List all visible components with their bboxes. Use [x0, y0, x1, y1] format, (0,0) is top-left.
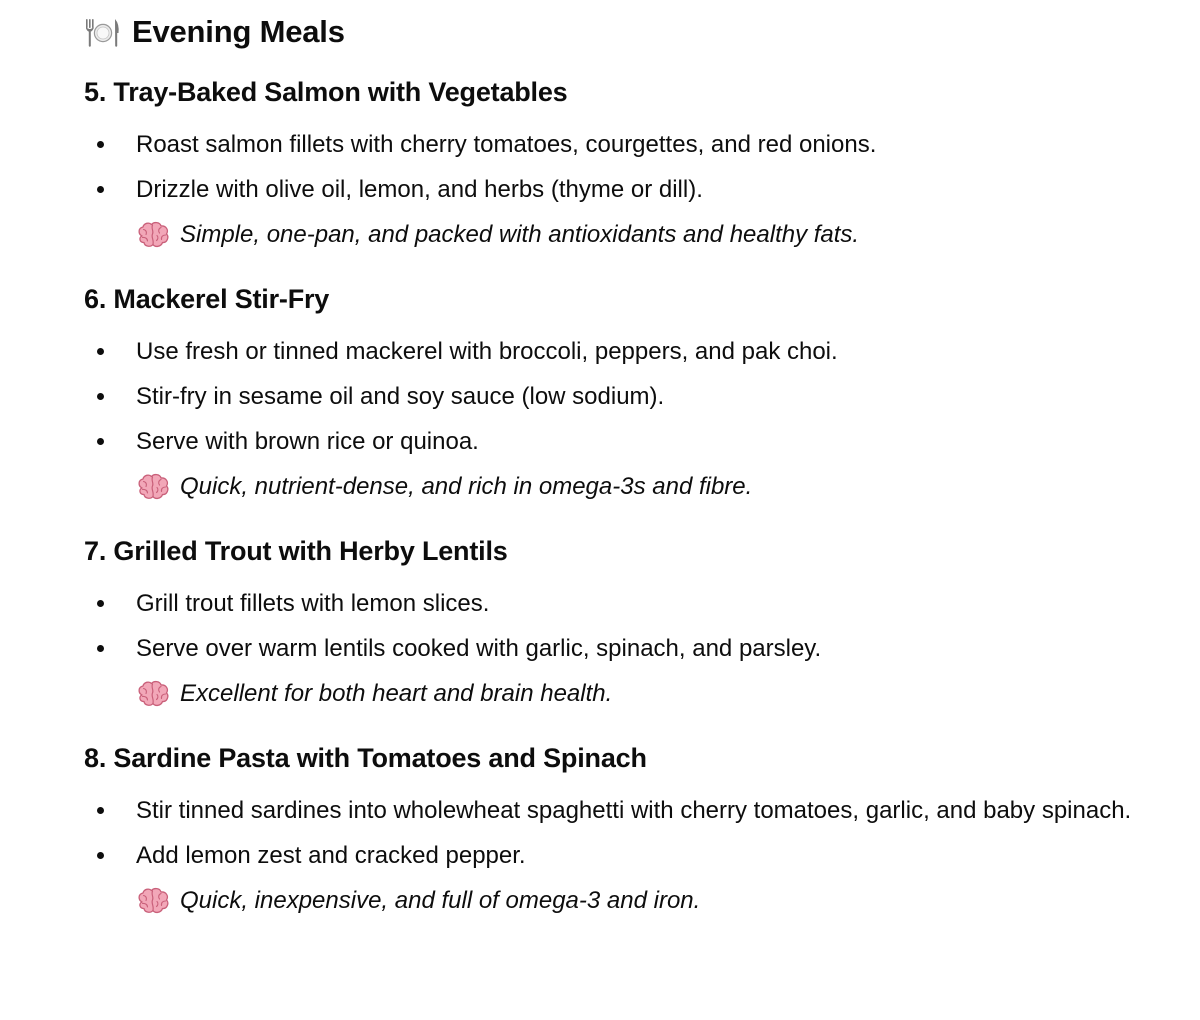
list-item-text: Serve over warm lentils cooked with garlic, spinach, and parsley.: [136, 635, 822, 662]
benefit-note: [84, 464, 1174, 509]
bullet-dot: [97, 348, 104, 355]
brain-icon: [136, 220, 170, 250]
list-item: [84, 122, 1136, 167]
meal-section: [84, 70, 1174, 257]
page-title: Evening Meals: [132, 14, 345, 49]
meal-sections: [84, 70, 1174, 923]
meal-section: [84, 736, 1174, 923]
list-item: [84, 833, 1136, 878]
brain-icon: [136, 886, 170, 916]
brain-icon: [136, 472, 170, 502]
list-item-text: Drizzle with olive oil, lemon, and herbs (thyme or dill).: [136, 176, 703, 203]
bullet-list: [84, 122, 1174, 212]
benefit-note-text: Quick, inexpensive, and full of omega-3 and iron.: [180, 886, 701, 914]
benefit-note: [84, 212, 1174, 257]
bullet-dot: [97, 393, 104, 400]
section-title: 6. Mackerel Stir-Fry: [84, 283, 330, 314]
benefit-note: [84, 878, 1174, 923]
list-item: [84, 329, 1136, 374]
bullet-list: [84, 581, 1174, 671]
section-title: 7. Grilled Trout with Herby Lentils: [84, 535, 508, 566]
meal-section: [84, 277, 1174, 509]
meal-section: [84, 529, 1174, 716]
list-item: [84, 626, 1136, 671]
list-item: [84, 167, 1136, 212]
brain-icon: [136, 679, 170, 709]
bullet-list: [84, 788, 1174, 878]
bullet-dot: [97, 600, 104, 607]
bullet-dot: [97, 438, 104, 445]
list-item-text: Stir tinned sardines into wholewheat spaghetti with cherry tomatoes, garlic, and baby spinach.: [136, 797, 1132, 824]
bullet-list: [84, 329, 1174, 464]
page-heading: [84, 8, 1174, 56]
document: [84, 8, 1174, 923]
list-item-text: Grill trout fillets with lemon slices.: [136, 590, 490, 617]
list-item: [84, 788, 1136, 833]
list-item-text: Add lemon zest and cracked pepper.: [136, 842, 526, 869]
benefit-note-text: Excellent for both heart and brain health.: [180, 679, 613, 707]
list-item: [84, 374, 1136, 419]
benefit-note: [84, 671, 1174, 716]
list-item: [84, 419, 1136, 464]
list-item-text: Roast salmon fillets with cherry tomatoes, courgettes, and red onions.: [136, 131, 877, 158]
bullet-dot: [97, 852, 104, 859]
benefit-note-text: Quick, nutrient-dense, and rich in omega-3s and fibre.: [180, 472, 753, 500]
bullet-dot: [97, 645, 104, 652]
list-item: [84, 581, 1136, 626]
section-title: 8. Sardine Pasta with Tomatoes and Spinach: [84, 742, 647, 773]
list-item-text: Stir-fry in sesame oil and soy sauce (low sodium).: [136, 383, 665, 410]
benefit-note-text: Simple, one-pan, and packed with antioxidants and healthy fats.: [180, 220, 860, 248]
list-item-text: Use fresh or tinned mackerel with broccoli, peppers, and pak choi.: [136, 338, 838, 365]
list-item-text: Serve with brown rice or quinoa.: [136, 428, 479, 455]
bullet-dot: [97, 141, 104, 148]
plate-cutlery-icon: [84, 13, 122, 51]
section-title: 5. Tray-Baked Salmon with Vegetables: [84, 76, 568, 107]
bullet-dot: [97, 186, 104, 193]
bullet-dot: [97, 807, 104, 814]
